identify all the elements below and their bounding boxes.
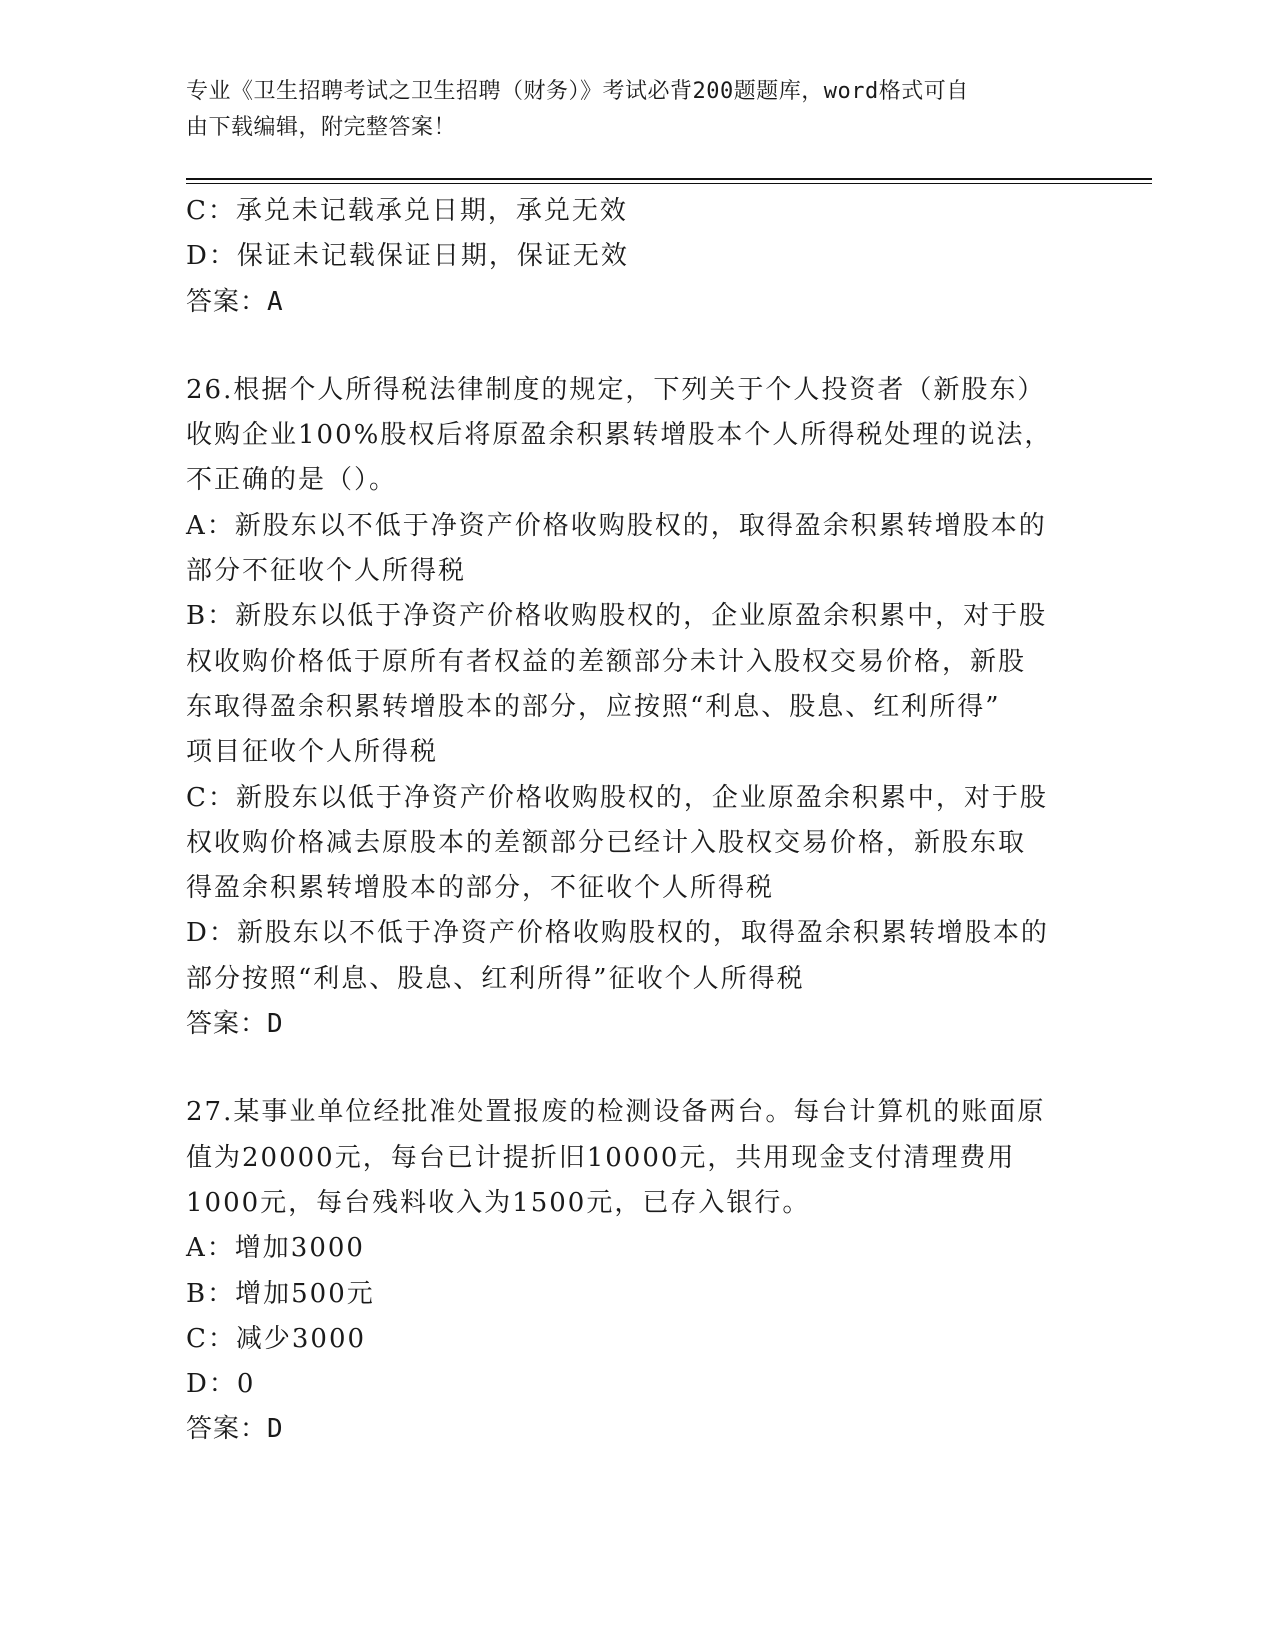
question-gap [186,325,1066,368]
question-gap [186,1047,1066,1090]
document-body [186,189,1066,1453]
q27-stem-line-1: 27.某事业单位经批准处置报废的检测设备两台。每台计算机的账面原 [186,1097,1046,1128]
answer-label: 答案： [186,1009,268,1040]
prev-option-c: C：承兑未记载承兑日期，承兑无效 [186,196,628,226]
q26-option-c-line-2: 权收购价格减去原股本的差额部分已经计入股权交易价格，新股东取 [186,827,1027,858]
q26-option-b-line-1: B：新股东以低于净资产价格收购股权的，企业原盈余积累中，对于股 [186,601,1048,632]
q26-option-d-line-2: 部分按照“利息、股息、红利所得”征收个人所得税 [186,963,805,994]
question-27 [186,1090,1066,1452]
header-line-2: 由下载编辑，附完整答案！ [186,115,457,140]
header-line-1: 专业《卫生招聘考试之卫生招聘（财务）》考试必背200题题库，word格式可自 [186,79,969,104]
q27-option-d: D：0 [186,1369,256,1400]
answer-value: D [267,1414,284,1445]
q26-option-b-line-2: 权收购价格低于原所有者权益的差额部分未计入股权交易价格，新股 [186,646,1027,677]
document-header [186,74,1066,146]
q26-option-a-line-1: A：新股东以不低于净资产价格收购股权的，取得盈余积累转增股本的 [186,510,1047,541]
q26-option-c-line-1: C：新股东以低于净资产价格收购股权的，企业原盈余积累中，对于股 [186,782,1048,813]
question-26 [186,368,1066,1047]
q27-stem-line-3: 1000元，每台残料收入为1500元，已存入银行。 [186,1187,811,1218]
q26-stem-line-3: 不正确的是（）。 [186,465,398,496]
q26-option-d-line-1: D：新股东以不低于净资产价格收购股权的，取得盈余积累转增股本的 [186,918,1049,949]
q27-stem-line-2: 值为20000元，每台已计提折旧10000元，共用现金支付清理费用 [186,1142,1016,1173]
q27-option-c: C：减少3000 [186,1323,367,1354]
q26-stem-line-2: 收购企业100%股权后将原盈余积累转增股本个人所得税处理的说法， [186,420,1053,451]
answer-label: 答案： [186,1414,268,1445]
header-divider-thin [186,183,1152,184]
header-divider-thick [186,178,1152,180]
prev-option-d: D：保证未记载保证日期，保证无效 [186,241,629,272]
answer-label: 答案： [186,286,268,317]
answer-value: A [267,286,284,317]
q26-option-c-line-3: 得盈余积累转增股本的部分，不征收个人所得税 [186,873,775,904]
q27-option-b: B：增加500元 [186,1278,375,1309]
q26-option-b-line-4: 项目征收个人所得税 [186,737,439,768]
q26-stem-line-1: 26.根据个人所得税法律制度的规定，下列关于个人投资者（新股东） [186,374,1046,405]
prev-answer [186,280,1066,325]
q26-option-b-line-3: 东取得盈余积累转增股本的部分，应按照“利息、股息、红利所得” [186,691,1001,722]
q27-option-a: A：增加3000 [186,1233,365,1264]
q27-answer [186,1407,1066,1452]
q26-option-a-line-2: 部分不征收个人所得税 [186,556,467,587]
answer-value: D [267,1009,284,1040]
q26-answer [186,1002,1066,1047]
